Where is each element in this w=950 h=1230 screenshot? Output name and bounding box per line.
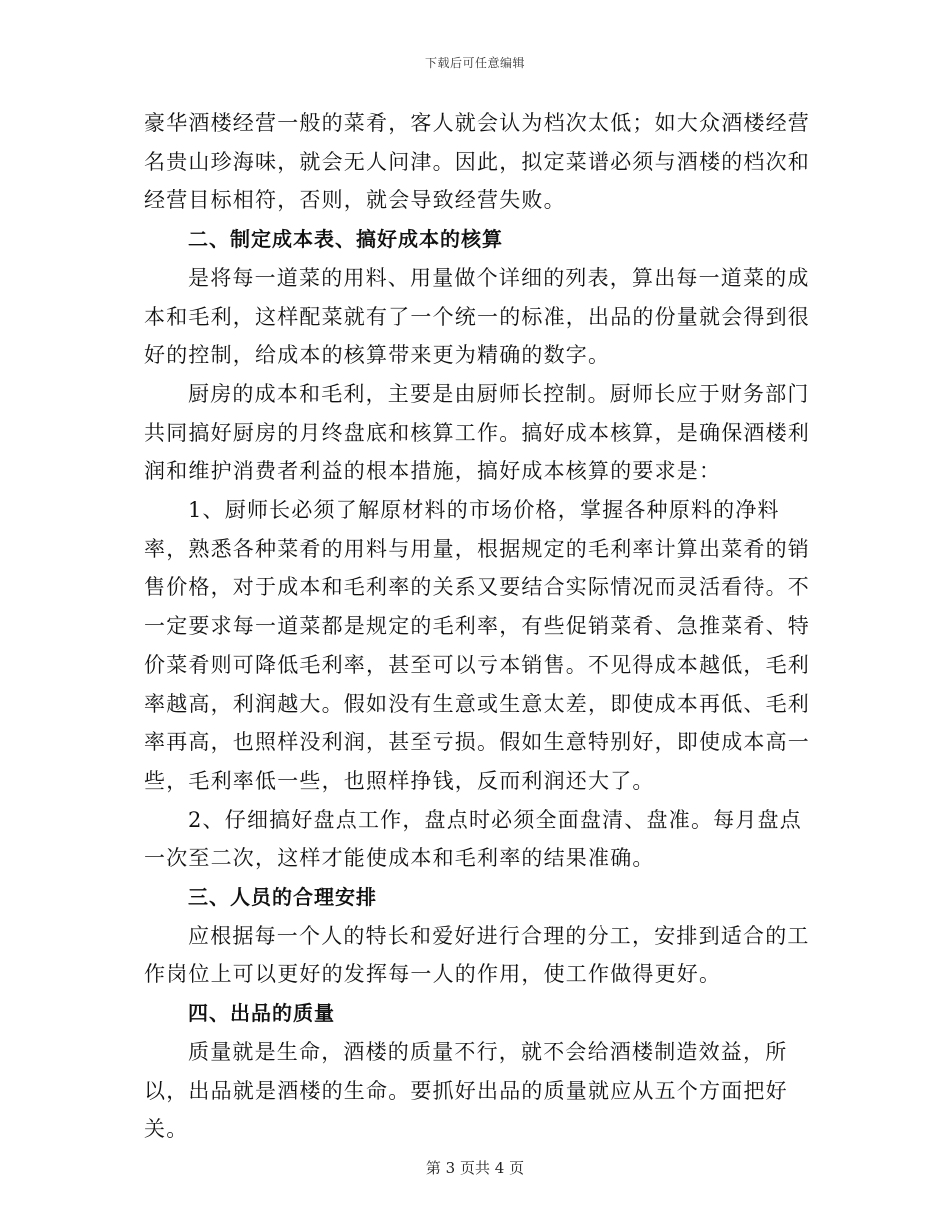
document-body <box>144 104 812 1149</box>
paragraph-requirement-2: 2、仔细搞好盘点工作，盘点时必须全面盘清、盘准。每月盘点一次至二次，这样才能使成本和毛利率的结果准确。 <box>144 807 802 871</box>
section-heading-staffing: 三、人员的合理安排 <box>188 885 377 910</box>
paragraph-requirement-1: 1、厨师长必须了解原材料的市场价格，掌握各种原料的净料率，熟悉各种菜肴的用料与用量，根据规定的毛利率计算出菜肴的销售价格，对于成本和毛利率的关系又要结合实际情况而灵活看待。不一定要求每一道菜都是规定的毛利率，有些促销菜肴、急推菜肴、特价菜肴则可降低毛利率，甚至可以亏本销售。不见得成本越低，毛利率越高，利润越大。假如没有生意或生意太差，即使成本再低、毛利率再高，也照样没利润，甚至亏损。假如生意特别好，即使成本高一些，毛利率低一些，也照样挣钱，反而利润还大了。 <box>144 498 810 793</box>
paragraph-cost-control: 厨房的成本和毛利，主要是由厨师长控制。厨师长应于财务部门共同搞好厨房的月终盘底和核算工作。搞好成本核算，是确保酒楼利润和维护消费者利益的根本措施，搞好成本核算的要求是： <box>144 381 810 484</box>
paragraph-quality: 质量就是生命，酒楼的质量不行，就不会给酒楼制造效益，所以，出品就是酒楼的生命。要抓好出品的质量就应从五个方面把好关。 <box>144 1039 788 1142</box>
page-header: 下载后可任意编辑 <box>424 56 525 70</box>
section-heading-quality: 四、出品的质量 <box>188 1001 335 1026</box>
page-number: 第 3 页共 4 页 <box>425 1159 525 1177</box>
paragraph-menu-positioning: 豪华酒楼经营一般的菜肴，客人就会认为档次太低；如大众酒楼经营名贵山珍海味，就会无人问津。因此，拟定菜谱必须与酒楼的档次和经营目标相符，否则，就会导致经营失败。 <box>144 111 810 213</box>
section-heading-cost-table: 二、制定成本表、搞好成本的核算 <box>188 227 503 252</box>
paragraph-cost-list: 是将每一道菜的用料、用量做个详细的列表，算出每一道菜的成本和毛利，这样配菜就有了一个统一的标准，出品的份量就会得到很好的控制，给成本的核算带来更为精确的数字。 <box>144 265 810 368</box>
paragraph-staffing: 应根据每一个人的特长和爱好进行合理的分工，安排到适合的工作岗位上可以更好的发挥每一人的作用，使工作做得更好。 <box>144 923 810 987</box>
